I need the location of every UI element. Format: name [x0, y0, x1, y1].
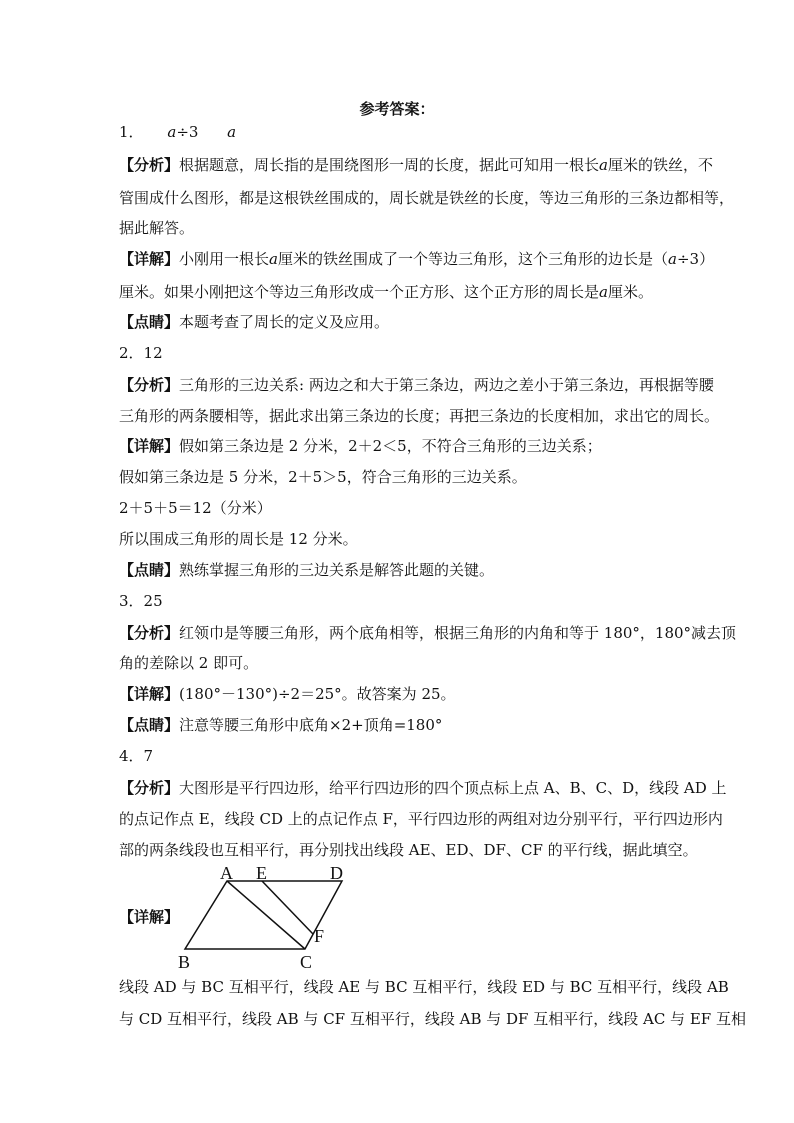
q2-point-line [119, 560, 679, 580]
q4-detail-line-2: 与 CD 互相平行，线段 AB 与 CF 互相平行，线段 AB 与 DF 互相平行，线段 AC 与 EF 互相 [119, 1010, 746, 1028]
q3-detail-text: (180°－130°)÷2＝25°。故答案为 25。 [179, 685, 456, 703]
q4-analysis-line-3: 部的两条线段也互相平行，再分别找出线段 AE、ED、DF、CF 的平行线，据此填空。 [119, 841, 698, 859]
q1-number: 1． [119, 123, 144, 141]
q1-detail-line-2 [119, 282, 679, 302]
q1-point-tag: 【点睛】 [119, 313, 180, 331]
q2-analysis-line-2: 三角形的两条腰相等，据此求出第三条边的长度；再把三条边的长度相加，求出它的周长。 [119, 407, 720, 425]
q1-var-a: a [269, 250, 278, 268]
q1-analysis-line-1 [119, 155, 713, 175]
q3-analysis-line-2: 角的差除以 2 即可。 [119, 654, 259, 672]
q3-answer-line: 3．25 [119, 592, 163, 610]
q1-analysis-line-3: 据此解答。 [119, 219, 195, 237]
q3-point-line [119, 715, 679, 735]
page-title: 参考答案： [359, 100, 435, 118]
segment-ac [227, 881, 305, 949]
parallelogram-figure [170, 862, 360, 972]
q3-detail-line [119, 684, 679, 704]
q1-analysis-line-2: 管围成什么图形，都是这根铁丝围成的，周长就是铁丝的长度，等边三角形的三条边都相等， [119, 189, 735, 207]
label-a: A [220, 863, 233, 883]
q1-point-line [119, 312, 679, 332]
q4-analysis-line-2: 的点记作点 E，线段 CD 上的点记作点 F，平行四边形的两组对边分别平行，平行四边形内 [119, 810, 723, 828]
q1-analysis-text: 根据题意，周长指的是围绕图形一周的长度，据此可知用一根长 [179, 156, 600, 174]
q1-point-text: 本题考查了周长的定义及应用。 [179, 313, 390, 331]
q1-detail-text: 小刚用一根长 [179, 250, 270, 268]
label-d: D [330, 863, 343, 883]
label-e: E [256, 863, 267, 883]
label-b: B [178, 952, 191, 972]
q2-answer-line: 2．12 [119, 344, 163, 362]
q3-analysis-text: 红领巾是等腰三角形，两个底角相等，根据三角形的内角和等于 180°，180°减去顶 [179, 624, 737, 642]
q3-analysis-line-1 [119, 623, 737, 643]
q3-analysis-tag: 【分析】 [119, 624, 180, 642]
q2-detail-line-3: 2＋5＋5＝12（分米） [119, 499, 272, 517]
q1-answer-line [119, 122, 679, 142]
q2-analysis-tag: 【分析】 [119, 376, 180, 394]
q4-detail-tag: 【详解】 [119, 908, 180, 926]
q1-answer-a: a [167, 123, 177, 141]
q1-var-a: a [599, 156, 608, 174]
q1-detail-text: ÷3） [676, 250, 715, 268]
q1-answer-b: a [227, 123, 237, 141]
q4-analysis-text: 大图形是平行四边形，给平行四边形的四个顶点标上点 A、B、C、D，线段 AD 上 [179, 779, 727, 797]
q2-point-tag: 【点睛】 [119, 561, 180, 579]
q3-detail-tag: 【详解】 [119, 685, 180, 703]
q2-detail-line-1 [119, 436, 679, 456]
label-c: C [300, 952, 313, 972]
q4-detail-line-1: 线段 AD 与 BC 互相平行，线段 AE 与 BC 互相平行，线段 ED 与 BC 互相平行，线段 AB [119, 978, 729, 996]
q3-point-tag: 【点睛】 [119, 716, 180, 734]
q1-var-a: a [668, 250, 677, 268]
q2-detail-text: 假如第三条边是 2 分米，2＋2＜5，不符合三角形的三边关系； [179, 437, 602, 455]
q1-detail-text: 厘米。 [607, 283, 653, 301]
segment-ef [262, 881, 313, 934]
q2-detail-line-2: 假如第三条边是 5 分米，2＋5＞5，符合三角形的三边关系。 [119, 468, 527, 486]
q1-analysis-tag: 【分析】 [119, 156, 180, 174]
q4-analysis-line-1 [119, 778, 727, 798]
q2-point-text: 熟练掌握三角形的三边关系是解答此题的关键。 [179, 561, 495, 579]
q1-detail-text: 厘米的铁丝围成了一个等边三角形，这个三角形的边长是（ [277, 250, 668, 268]
q4-answer-line: 4．7 [119, 747, 154, 765]
q2-detail-tag: 【详解】 [119, 437, 180, 455]
q2-analysis-line-1 [119, 375, 714, 395]
q4-analysis-tag: 【分析】 [119, 779, 180, 797]
q1-answer-op: ÷3 [176, 123, 199, 141]
q1-var-a: a [599, 283, 608, 301]
label-f: F [314, 926, 325, 946]
q1-detail-line-1 [119, 249, 715, 269]
q2-analysis-text: 三角形的三边关系: 两边之和大于第三条边，两边之差小于第三条边，再根据等腰 [179, 376, 714, 394]
q1-detail-tag: 【详解】 [119, 250, 180, 268]
q1-detail-text: 厘米。如果小刚把这个等边三角形改成一个正方形、这个正方形的周长是 [119, 283, 600, 301]
q2-detail-line-4: 所以围成三角形的周长是 12 分米。 [119, 530, 358, 548]
q3-point-text: 注意等腰三角形中底角×2+顶角=180° [179, 716, 443, 734]
q1-analysis-text: 厘米的铁丝，不 [607, 156, 713, 174]
